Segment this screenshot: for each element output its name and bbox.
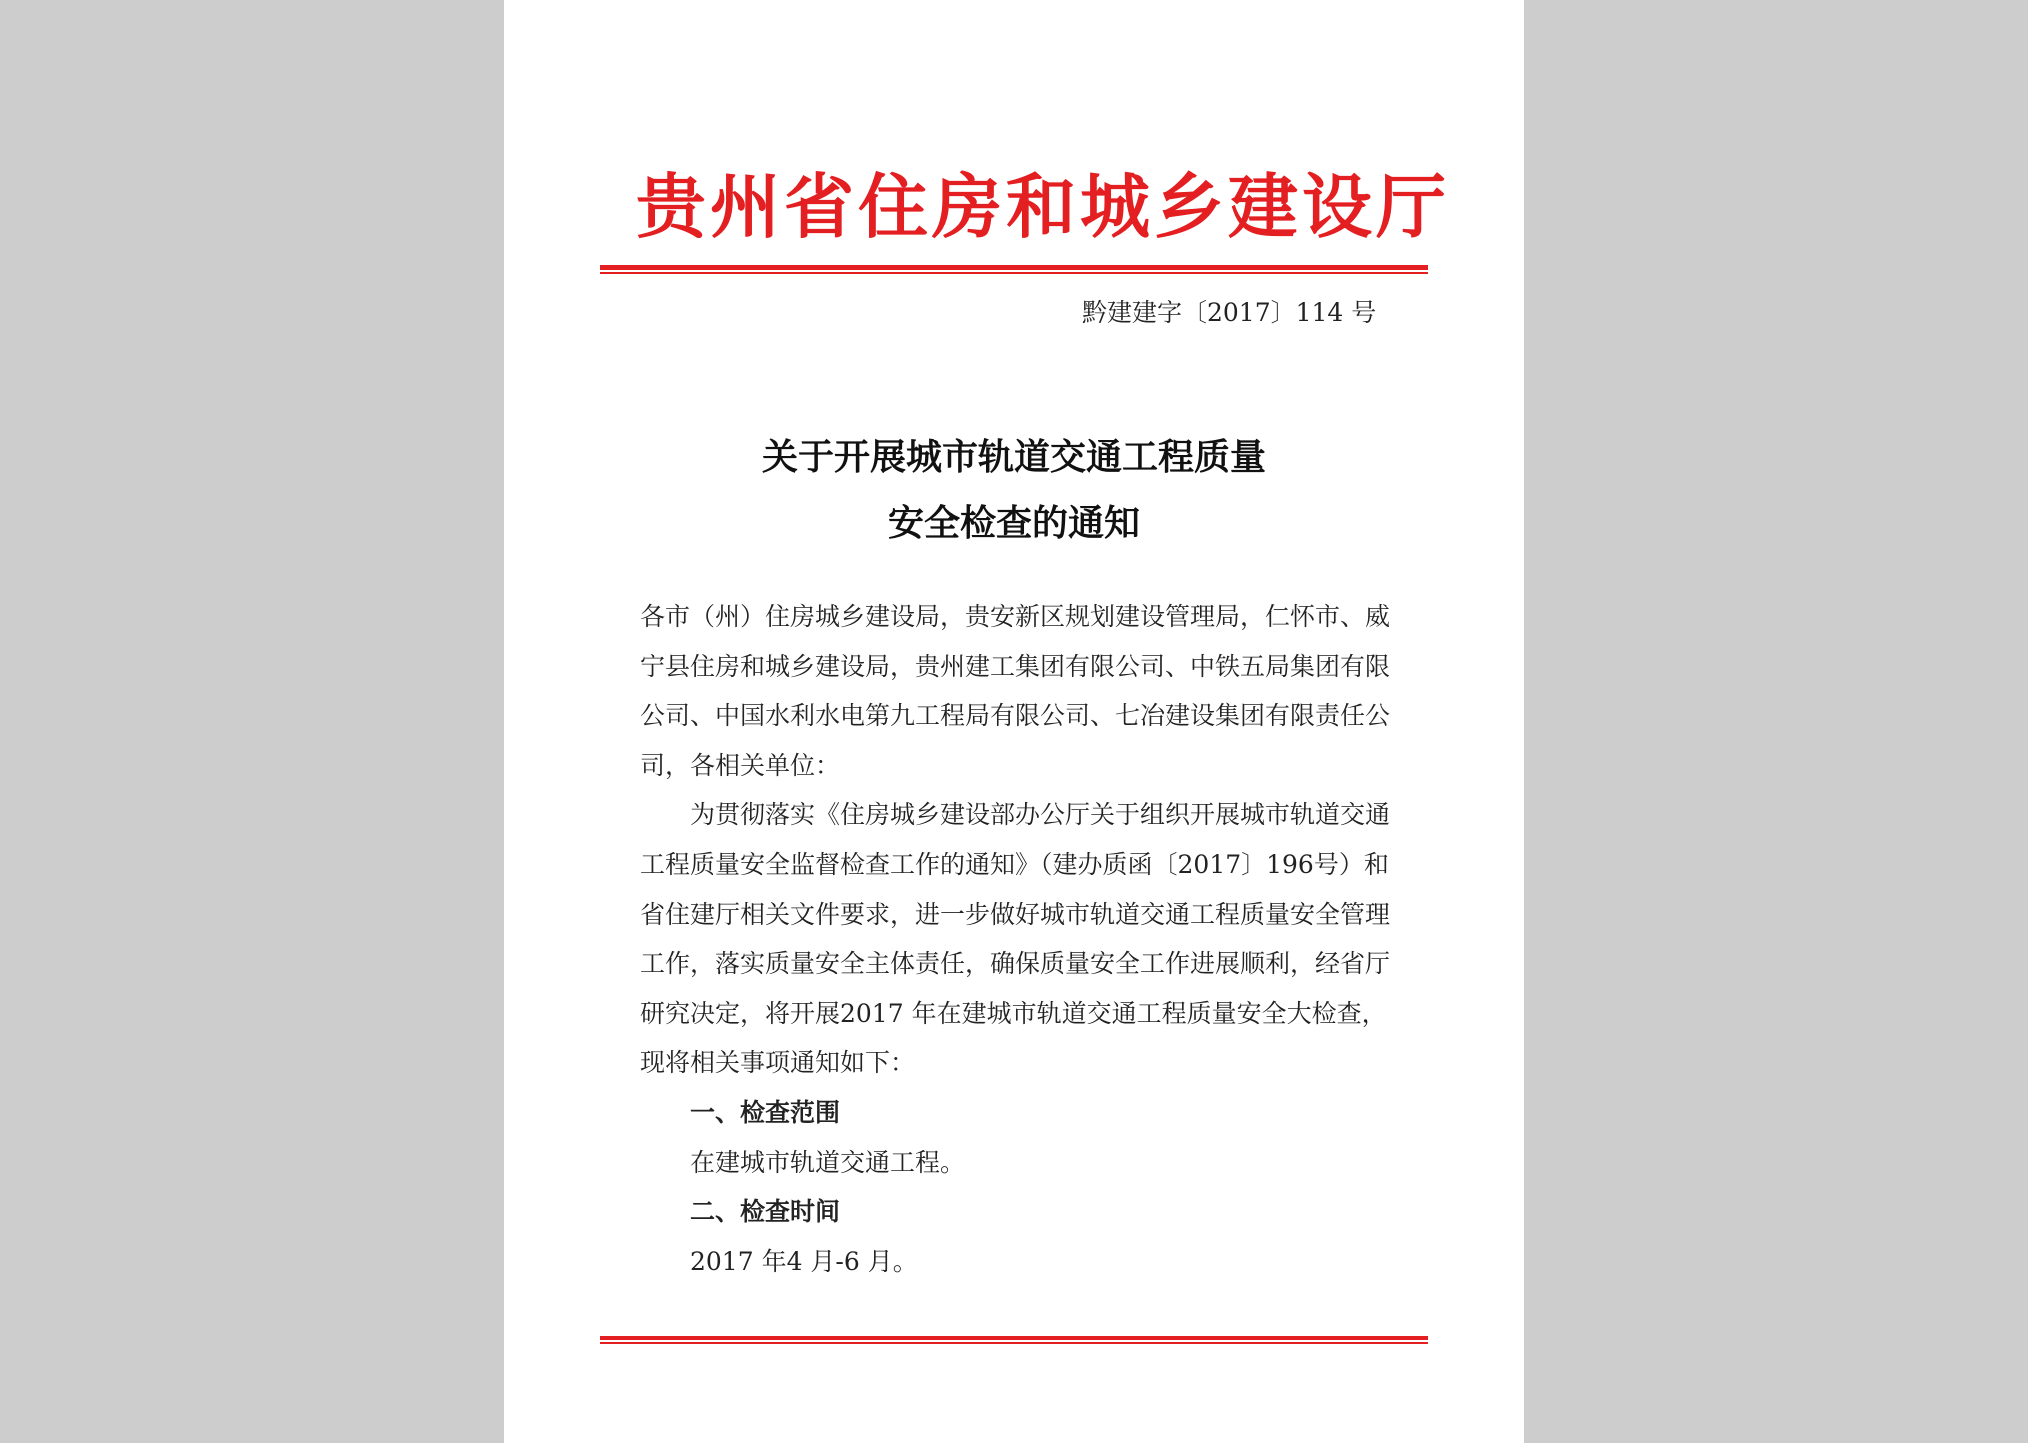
red-footer-rule-thin — [600, 1342, 1428, 1344]
issuing-organization-title: 贵州省住房和城乡建设厅 — [636, 165, 1450, 248]
document-page — [504, 0, 1524, 1443]
red-header-rule-thin — [600, 272, 1428, 274]
addressees-paragraph: 各市（州）住房城乡建设局，贵安新区规划建设管理局，仁怀市、威宁县住房和城乡建设局，贵州建工集团有限公司、中铁五局集团有限公司、中国水利水电第九工程局有限公司、七冶建设集团有限责任公司，各相关单位： — [640, 602, 1391, 780]
intro-paragraph: 为贯彻落实《住房城乡建设部办公厅关于组织开展城市轨道交通工程质量安全监督检查工作的通知》（建办质函〔2017〕196号）和省住建厅相关文件要求，进一步做好城市轨道交通工程质量安全管理工作，落实质量安全主体责任，确保质量安全工作进展顺利，经省厅研究决定，将开展2017 年在建城市轨道交通工程质量安全大检查，现将相关事项通知如下： — [640, 800, 1391, 1078]
document-title-line-1: 关于开展城市轨道交通工程质量 — [761, 436, 1266, 478]
red-header-rule-thick — [600, 265, 1428, 270]
document-body — [640, 592, 1402, 1286]
document-title-line-2: 安全检查的通知 — [887, 502, 1140, 544]
document-number: 黔建建字〔2017〕114 号 — [1082, 298, 1377, 327]
section-1-heading: 一、检查范围 — [690, 1097, 841, 1127]
section-1-text: 在建城市轨道交通工程。 — [690, 1147, 966, 1177]
red-footer-rule-thick — [600, 1336, 1428, 1340]
section-2-text: 2017 年4 月-6 月。 — [690, 1246, 918, 1276]
document-title — [624, 424, 1404, 556]
section-2-heading: 二、检查时间 — [690, 1197, 841, 1227]
